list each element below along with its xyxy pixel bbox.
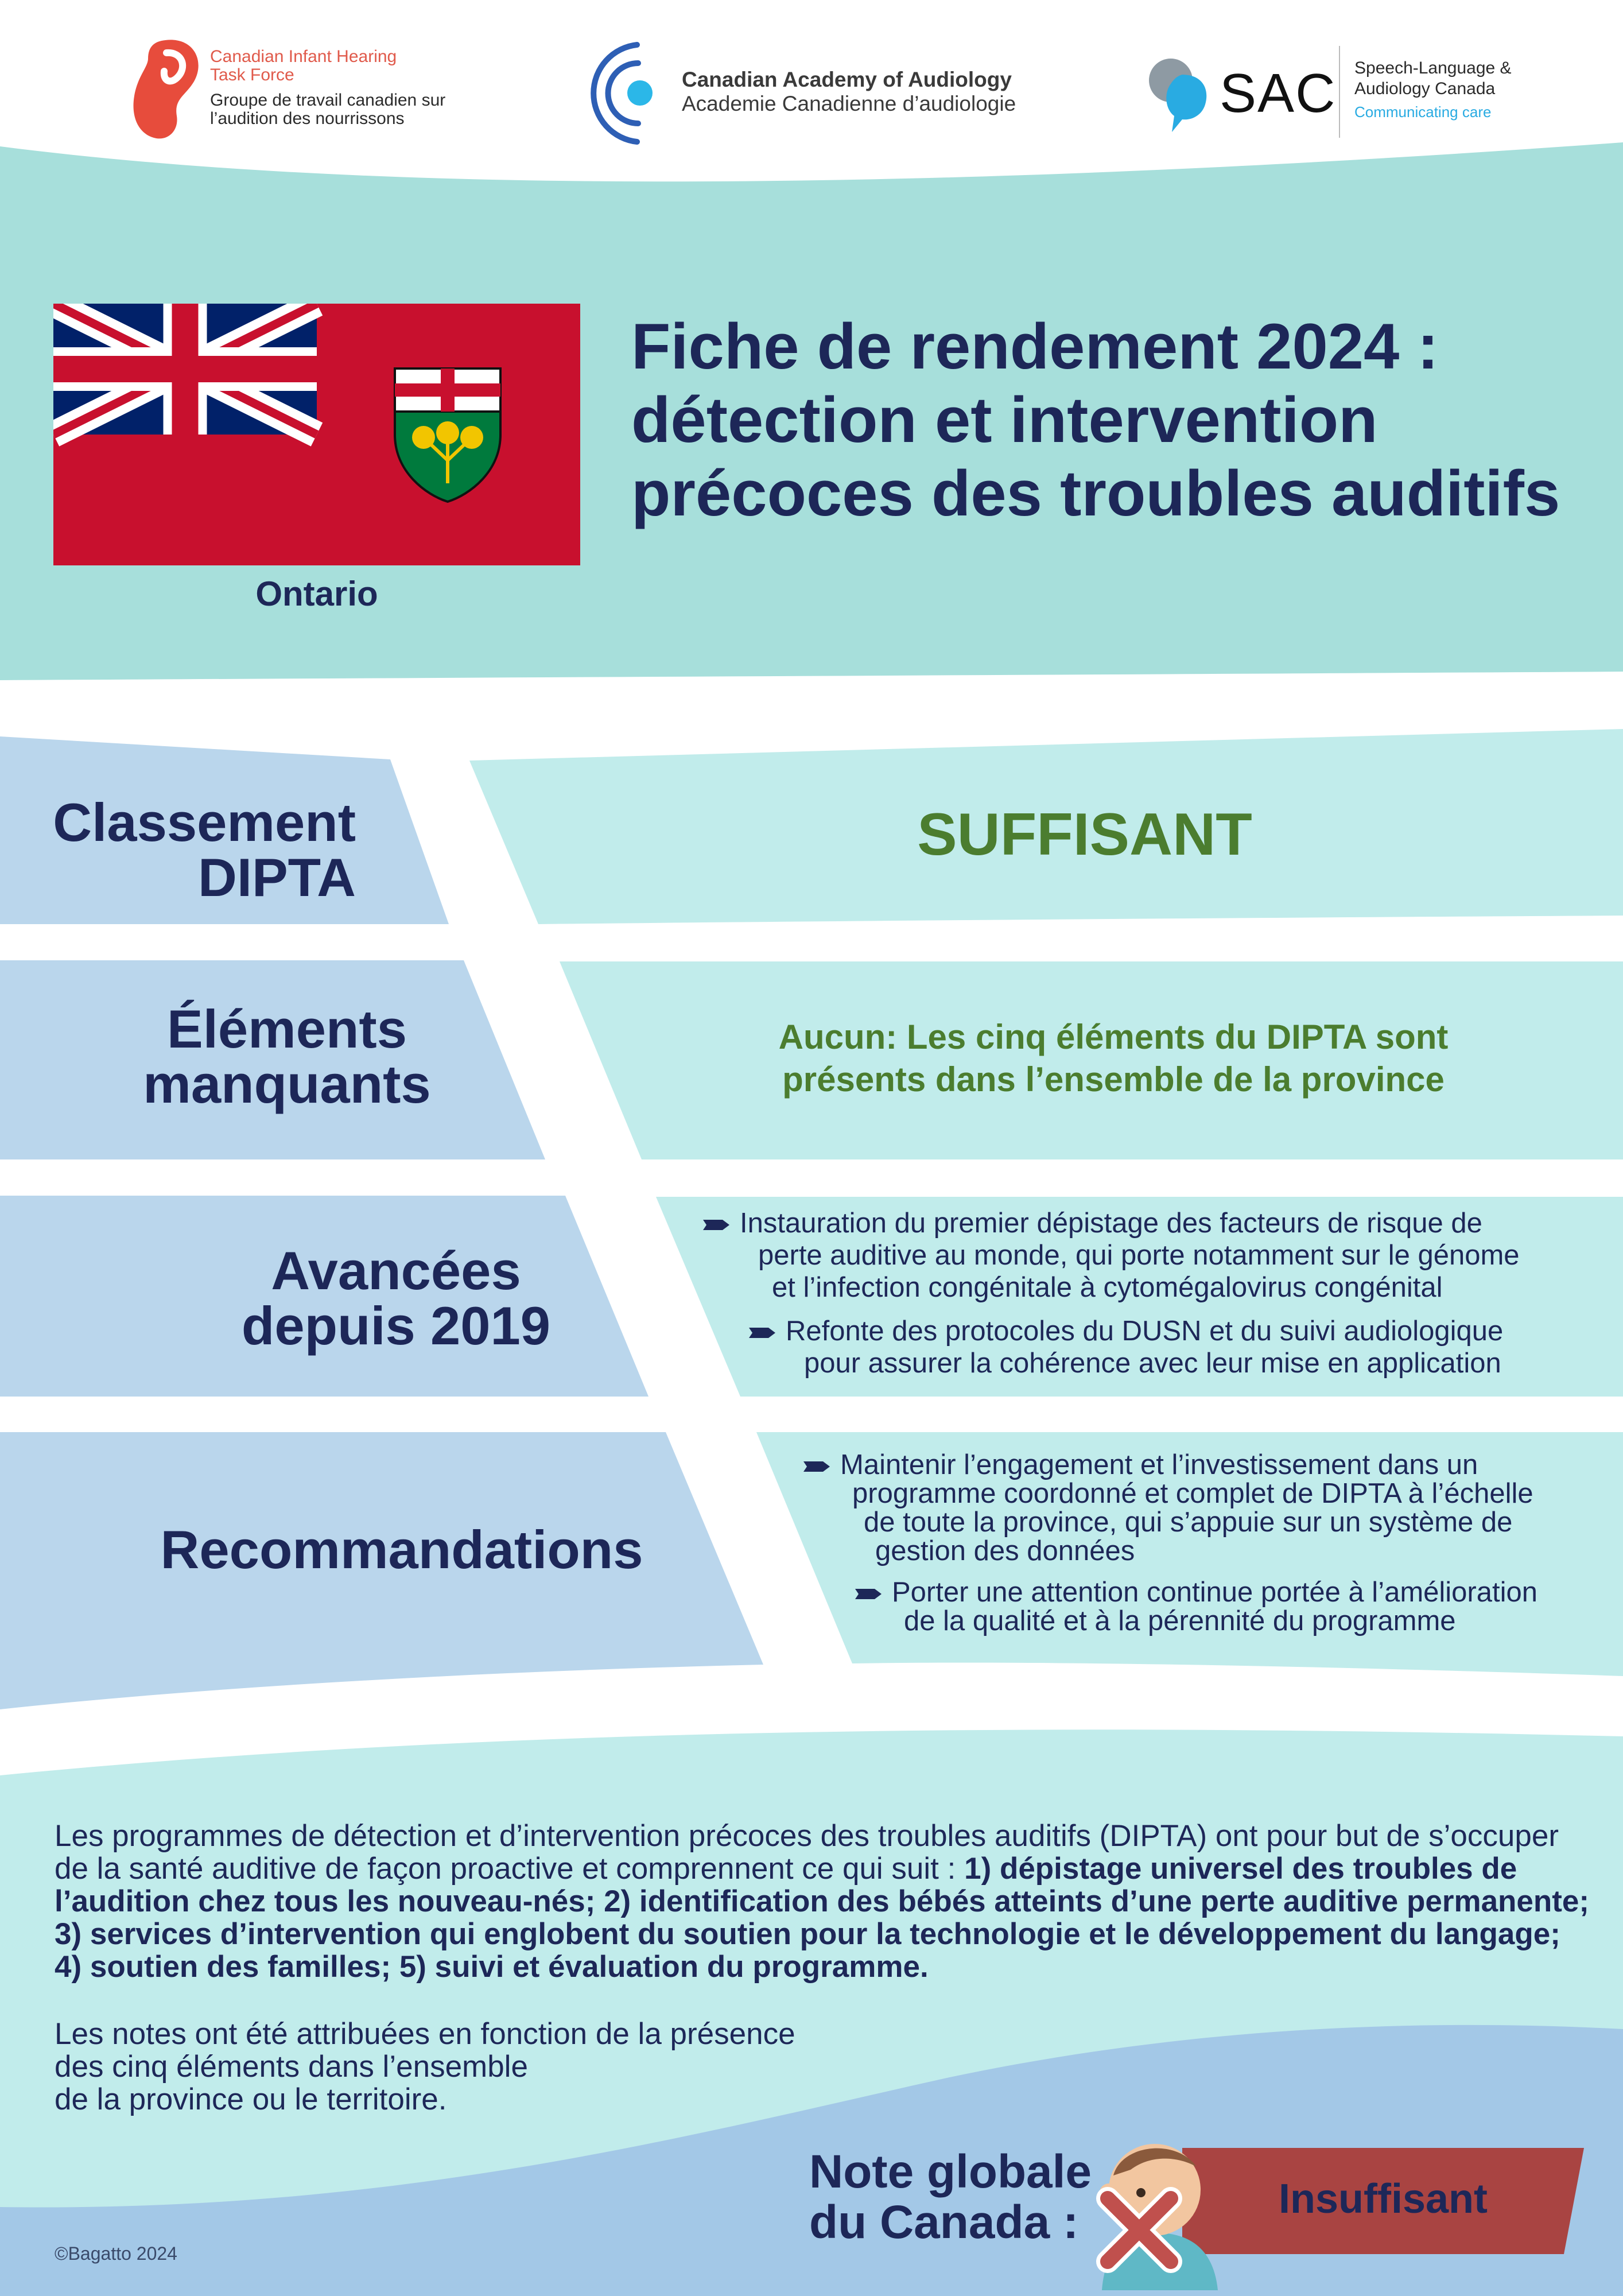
caa-logo — [585, 40, 1045, 149]
canada-grade-value: Insuffisant — [1278, 2176, 1488, 2222]
avancees-label-line-1: Avancées — [271, 1240, 521, 1301]
title-line-2: détection et intervention — [631, 384, 1378, 456]
avancees-list — [703, 1207, 1621, 1379]
title-line-3: précoces des troubles auditifs — [631, 457, 1560, 529]
recommandations-item-1 — [803, 1450, 1618, 1565]
canada-grade-label — [809, 2147, 1108, 2248]
cross-icon — [1093, 2184, 1185, 2276]
program-description-elements: 1) dépistage universel des troubles de l’audition chez tous les nouveau-nés; 2) identification des bébés atteints d’une perte auditive permanente; 3) services d’intervention qui englobent du soutien pour la technologie et le développement du langage; 4) soutien des familles; 5) suivi et évaluation du programme. — [55, 1852, 1590, 1984]
sound-wave-icon — [585, 40, 660, 146]
avancees-item-2-line-1 — [749, 1315, 1621, 1347]
logo-divider — [1339, 46, 1340, 138]
program-description-text: Les programmes de détection et d’intervention précoces des troubles auditifs (DIPTA) ont pour but de s’occuper de la santé auditive de façon proactive et comprennent ce qui suit : — [55, 1819, 1559, 1886]
caa-name-fr: Academie Canadienne d’audiologie — [682, 92, 1016, 115]
union-jack — [53, 304, 317, 435]
recommandations-item-2-line-1 — [855, 1578, 1618, 1607]
classement-label — [52, 792, 356, 907]
bullet-arrow-icon — [703, 1219, 729, 1231]
sac-logo — [1148, 46, 1561, 149]
bullet-arrow-icon — [749, 1327, 775, 1339]
cihtf-name-fr-1: Groupe de travail canadien sur — [210, 91, 446, 110]
canada-grade-label-line-2: du Canada : — [809, 2196, 1079, 2248]
recommandations-list — [803, 1450, 1618, 1635]
recommandations-label: Recommandations — [160, 1519, 643, 1580]
avancees-item-2-text-1: Refonte des protocoles du DUSN et du suivi audiologique — [786, 1316, 1504, 1347]
sac-tagline: Communicating care — [1354, 103, 1492, 121]
canada-grade-label-line-1: Note globale — [809, 2146, 1092, 2198]
grading-note-line-3: de la province ou le territoire. — [55, 2082, 447, 2116]
avancees-label — [166, 1240, 626, 1356]
avancees-item-1 — [703, 1207, 1621, 1304]
avancees-label-line-2: depuis 2019 — [241, 1296, 551, 1356]
ontario-flag — [53, 304, 580, 565]
manquants-value-line-2: présents dans l’ensemble de la province — [782, 1060, 1445, 1099]
classement-value: SUFFISANT — [917, 801, 1252, 868]
manquants-value — [643, 1016, 1584, 1101]
speech-bubble-icon — [1148, 52, 1211, 138]
recommandations-item-2-line-2: de la qualité et à la pérennité du programme — [904, 1605, 1456, 1636]
recommandations-item-1-line-2: programme coordonné et complet de DIPTA à l’échelle — [852, 1478, 1533, 1509]
recommandations-item-1-line-1 — [803, 1450, 1618, 1479]
page-title — [631, 310, 1595, 530]
program-description — [55, 1820, 1593, 1983]
cihtf-name-fr-2: l’audition des nourrissons — [210, 109, 405, 128]
grading-note-line-1: Les notes ont été attribuées en fonction de la présence — [55, 2017, 795, 2051]
caa-name-en: Canadian Academy of Audiology — [682, 68, 1012, 91]
manquants-value-line-1: Aucun: Les cinq éléments du DIPTA sont — [778, 1018, 1449, 1056]
avancees-item-1-text-1: Instauration du premier dépistage des facteurs de risque de — [740, 1208, 1482, 1239]
bullet-arrow-icon — [855, 1588, 882, 1600]
sac-name-1: Speech-Language & — [1354, 59, 1512, 77]
avancees-item-1-line-2: perte auditive au monde, qui porte notamment sur le génome — [758, 1240, 1520, 1271]
recommandations-item-2-text-1: Porter une attention continue portée à l’amélioration — [892, 1577, 1537, 1608]
avancees-item-1-line-3: et l’infection congénitale à cytomégalovirus congénital — [772, 1272, 1443, 1303]
sac-wordmark: SAC — [1220, 63, 1337, 124]
recommandations-item-1-line-4: gestion des données — [875, 1535, 1135, 1566]
title-line-1: Fiche de rendement 2024 : — [631, 311, 1439, 382]
bullet-arrow-icon — [803, 1460, 830, 1473]
cihtf-name-en-2: Task Force — [210, 65, 294, 84]
cihtf-name-en-1: Canadian Infant Hearing — [210, 47, 397, 66]
recommandations-item-2 — [803, 1578, 1618, 1635]
manquants-label-line-1: Éléments — [167, 999, 407, 1059]
cihtf-logo — [131, 36, 475, 145]
grading-note — [55, 2018, 887, 2116]
classement-label-line-2: DIPTA — [197, 847, 356, 907]
copyright: ©Bagatto 2024 — [55, 2243, 177, 2264]
province-name: Ontario — [255, 575, 378, 613]
sac-name-2: Audiology Canada — [1354, 79, 1496, 98]
avancees-item-1-line-1 — [703, 1207, 1621, 1239]
ear-icon — [131, 36, 205, 145]
avancees-item-2-line-2: pour assurer la cohérence avec leur mise en application — [804, 1348, 1501, 1379]
classement-label-line-1: Classement — [53, 792, 356, 852]
grading-note-line-2: des cinq éléments dans l’ensemble — [55, 2050, 528, 2084]
recommandations-item-1-text-1: Maintenir l’engagement et l’investissement dans un — [840, 1449, 1478, 1480]
manquants-label-line-2: manquants — [143, 1054, 431, 1114]
manquants-label — [86, 999, 488, 1114]
avancees-item-2 — [703, 1315, 1621, 1379]
recommandations-item-1-line-3: de toute la province, qui s’appuie sur un système de — [864, 1507, 1513, 1538]
